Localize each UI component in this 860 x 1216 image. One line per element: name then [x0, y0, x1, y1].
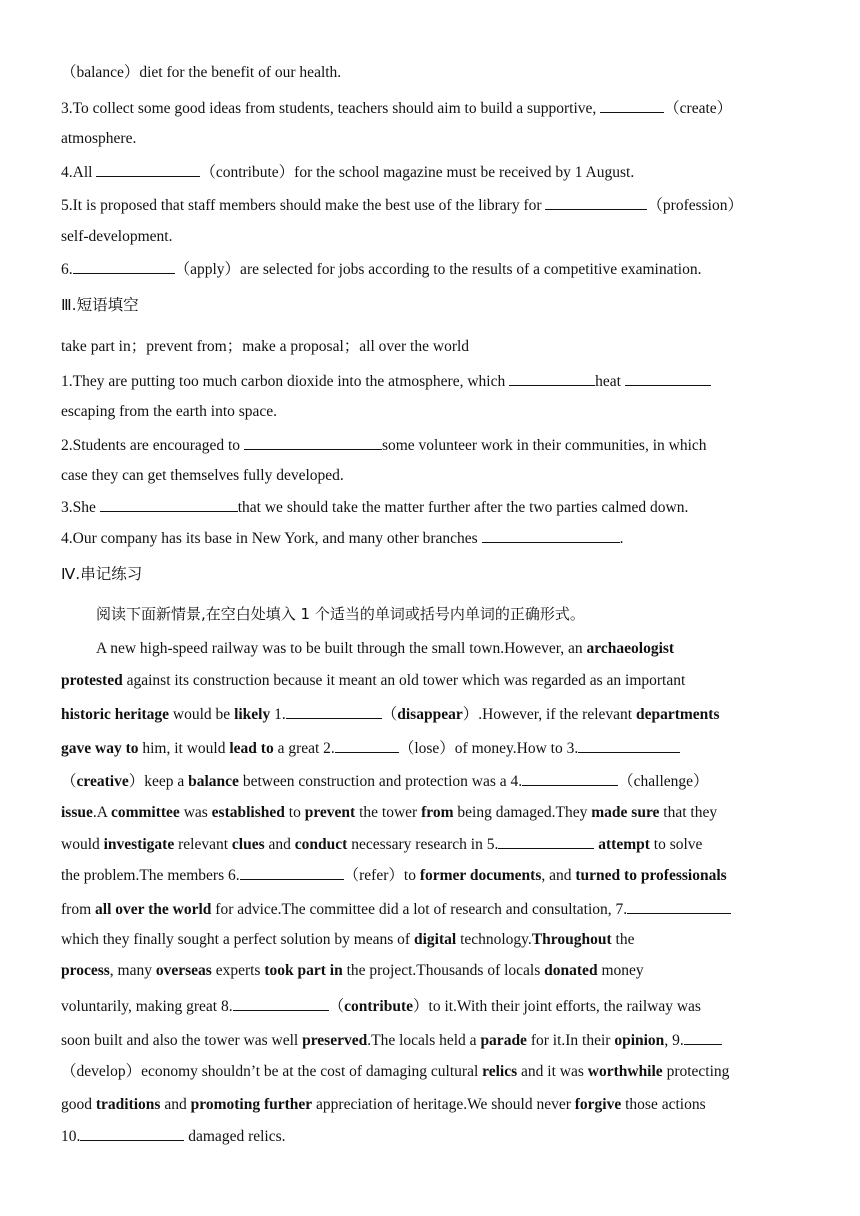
keyword: departments: [635, 706, 720, 723]
text: escaping from the earth into space.: [61, 403, 278, 420]
text: 10.: [61, 1128, 81, 1145]
keyword: donated: [544, 962, 598, 979]
ex3-q3: [61, 496, 688, 518]
answer-blank[interactable]: [578, 737, 680, 753]
story-line-15: [61, 1095, 706, 1115]
answer-blank[interactable]: [509, 370, 595, 386]
keyword: conduct: [294, 836, 348, 853]
text: soon built and also the tower was well: [61, 1032, 303, 1049]
keyword: all over the world: [95, 901, 212, 918]
section-heading-story: Ⅳ.串记练习: [61, 565, 143, 583]
answer-blank[interactable]: [286, 703, 382, 719]
answer-blank[interactable]: [233, 995, 329, 1011]
answer-blank[interactable]: [96, 161, 200, 177]
keyword: contribute: [344, 998, 414, 1015]
answer-blank[interactable]: [335, 737, 399, 753]
answer-blank[interactable]: [545, 194, 647, 210]
answer-blank[interactable]: [600, 97, 664, 113]
answer-blank[interactable]: [625, 370, 711, 386]
story-line-1: [96, 639, 674, 659]
text: technology.: [456, 931, 532, 948]
text: some volunteer work in their communities, in which: [381, 437, 707, 454]
answer-blank[interactable]: [80, 1125, 184, 1141]
text: case they can get themselves fully developed.: [61, 467, 344, 484]
text: 1.: [270, 706, 286, 723]
answer-blank[interactable]: [482, 527, 620, 543]
keyword: archaeologist: [586, 640, 675, 657]
keyword: relics: [482, 1063, 518, 1080]
story-instruction: 阅读下面新情景,在空白处填入 1 个适当的单词或括号内单词的正确形式。: [96, 605, 585, 623]
keyword: from: [421, 804, 454, 821]
keyword: disappear: [397, 706, 463, 723]
text: .: [619, 530, 624, 547]
keyword: worthwhile: [587, 1063, 663, 1080]
answer-blank[interactable]: [100, 496, 238, 512]
text: 5.It is proposed that staff members should make the best use of the library for: [61, 197, 546, 214]
keyword: parade: [480, 1032, 527, 1049]
text: （balance）diet for the benefit of our health.: [61, 64, 342, 81]
text: （refer）to: [343, 867, 420, 884]
text: experts: [211, 962, 265, 979]
text: that we should take the matter further after the two parties calmed down.: [237, 499, 689, 516]
story-line-9: [61, 898, 731, 920]
keyword: historic heritage: [61, 706, 170, 723]
text: .The locals held a: [367, 1032, 481, 1049]
answer-blank[interactable]: [240, 864, 344, 880]
text: （create）: [664, 100, 733, 117]
text: and it was: [517, 1063, 588, 1080]
story-line-16: [61, 1125, 286, 1147]
answer-blank[interactable]: [498, 833, 594, 849]
text: the tower: [355, 804, 422, 821]
text: from: [61, 901, 96, 918]
answer-blank[interactable]: [684, 1029, 722, 1045]
text: （develop）economy shouldn’t be at the cost of damaging cultural: [61, 1063, 483, 1080]
ex3-q2: [61, 434, 707, 456]
text: for it.In their: [526, 1032, 615, 1049]
text: money: [597, 962, 644, 979]
keyword: process: [61, 962, 110, 979]
text: , 9.: [664, 1032, 684, 1049]
ex2-q3: [61, 97, 732, 119]
text: necessary research in 5.: [347, 836, 499, 853]
text: good: [61, 1096, 96, 1113]
text: （: [328, 998, 345, 1015]
story-line-3: [61, 703, 720, 725]
story-line-6: [61, 803, 717, 823]
keyword: protested: [61, 672, 123, 689]
keyword: established: [211, 804, 285, 821]
text: （contribute）for the school magazine must be received by 1 August.: [200, 164, 635, 181]
story-line-4: [61, 737, 680, 759]
text: protecting: [662, 1063, 730, 1080]
answer-blank[interactable]: [73, 258, 175, 274]
keyword: forgive: [574, 1096, 622, 1113]
text: , and: [541, 867, 576, 884]
keyword: traditions: [95, 1096, 161, 1113]
text: （apply）are selected for jobs according to the results of a competitive examination.: [174, 261, 702, 278]
answer-blank[interactable]: [522, 770, 618, 786]
text: .A: [92, 804, 111, 821]
text: （: [381, 706, 398, 723]
text: him, it would: [138, 740, 230, 757]
text: would: [61, 836, 104, 853]
text: 6.: [61, 261, 73, 278]
keyword: gave way to: [61, 740, 139, 757]
keyword: likely: [234, 706, 271, 723]
ex2-q2-tail: [61, 63, 341, 83]
story-line-7: [61, 833, 702, 855]
answer-blank[interactable]: [627, 898, 731, 914]
text: ）.However, if the relevant: [462, 706, 636, 723]
keyword: prevent: [304, 804, 356, 821]
text: ）to it.With their joint efforts, the railway was: [413, 998, 701, 1015]
text: damaged relics.: [184, 1128, 286, 1145]
text: the problem.The members 6.: [61, 867, 240, 884]
keyword: preserved: [302, 1032, 368, 1049]
text: against its construction because it meant an old tower which was regarded as an important: [122, 672, 686, 689]
story-line-12: [61, 995, 701, 1017]
text: that they: [659, 804, 718, 821]
story-line-13: [61, 1029, 722, 1051]
text: heat: [595, 373, 625, 390]
story-line-10: [61, 930, 634, 950]
text: which they finally sought a perfect solution by means of: [61, 931, 414, 948]
keyword: made sure: [591, 804, 660, 821]
text: would be: [169, 706, 235, 723]
text: relevant: [174, 836, 232, 853]
ex2-q6: [61, 258, 701, 280]
keyword: promoting further: [190, 1096, 313, 1113]
keyword: creative: [76, 773, 129, 790]
keyword: committee: [110, 804, 180, 821]
story-line-14: [61, 1062, 729, 1082]
ex2-q5: [61, 194, 743, 216]
keyword: Throughout: [531, 931, 612, 948]
ex3-q1: [61, 370, 711, 392]
text: , many: [109, 962, 156, 979]
ex3-q1-cont: [61, 402, 277, 422]
text: the: [611, 931, 635, 948]
ex2-q3-cont: [61, 129, 136, 149]
keyword: overseas: [155, 962, 212, 979]
ex2-q5-cont: [61, 227, 172, 247]
text: a great 2.: [273, 740, 335, 757]
keyword: lead to: [229, 740, 274, 757]
keyword: former documents: [419, 867, 542, 884]
text: 3.She: [61, 499, 100, 516]
keyword: took part in: [264, 962, 343, 979]
text: those actions: [621, 1096, 706, 1113]
keyword: attempt: [598, 836, 650, 853]
text: self-development.: [61, 228, 173, 245]
story-line-11: [61, 961, 644, 981]
text: atmosphere.: [61, 130, 137, 147]
text: 2.Students are encouraged to: [61, 437, 244, 454]
text: appreciation of heritage.We should never: [312, 1096, 575, 1113]
ex2-q4: [61, 161, 634, 183]
story-line-8: [61, 864, 727, 886]
keyword: digital: [413, 931, 457, 948]
answer-blank[interactable]: [244, 434, 382, 450]
text: was: [179, 804, 212, 821]
text: （profession）: [647, 197, 743, 214]
text: to: [284, 804, 305, 821]
phrase-bank: take part in；prevent from；make a proposal；all over the world: [61, 338, 470, 355]
keyword: balance: [188, 773, 239, 790]
text: between construction and protection was a 4.: [238, 773, 523, 790]
text: to solve: [649, 836, 703, 853]
story-line-2: [61, 671, 685, 691]
text: the project.Thousands of locals: [342, 962, 545, 979]
keyword: clues: [231, 836, 265, 853]
text: （lose）of money.How to 3.: [398, 740, 579, 757]
text: ）keep a: [128, 773, 189, 790]
keyword: issue: [61, 804, 93, 821]
text: 4.All: [61, 164, 97, 181]
text: and: [264, 836, 295, 853]
ex3-q4: [61, 527, 623, 549]
text: and: [160, 1096, 191, 1113]
text: 1.They are putting too much carbon dioxide into the atmosphere, which: [61, 373, 510, 390]
text: being damaged.They: [453, 804, 592, 821]
story-line-5: [61, 770, 709, 792]
keyword: turned to professionals: [575, 867, 727, 884]
text: （: [61, 773, 77, 790]
keyword: opinion: [614, 1032, 665, 1049]
text: 3.To collect some good ideas from students, teachers should aim to build a supportive,: [61, 100, 601, 117]
text: （challenge）: [618, 773, 709, 790]
text: voluntarily, making great 8.: [61, 998, 233, 1015]
text: A new high-speed railway was to be built through the small town.However, an: [96, 640, 587, 657]
ex3-q2-cont: [61, 466, 344, 486]
section-heading-phrases: Ⅲ.短语填空: [61, 296, 139, 314]
text: for advice.The committee did a lot of research and consultation, 7.: [211, 901, 628, 918]
text: 4.Our company has its base in New York, and many other branches: [61, 530, 482, 547]
keyword: investigate: [103, 836, 175, 853]
